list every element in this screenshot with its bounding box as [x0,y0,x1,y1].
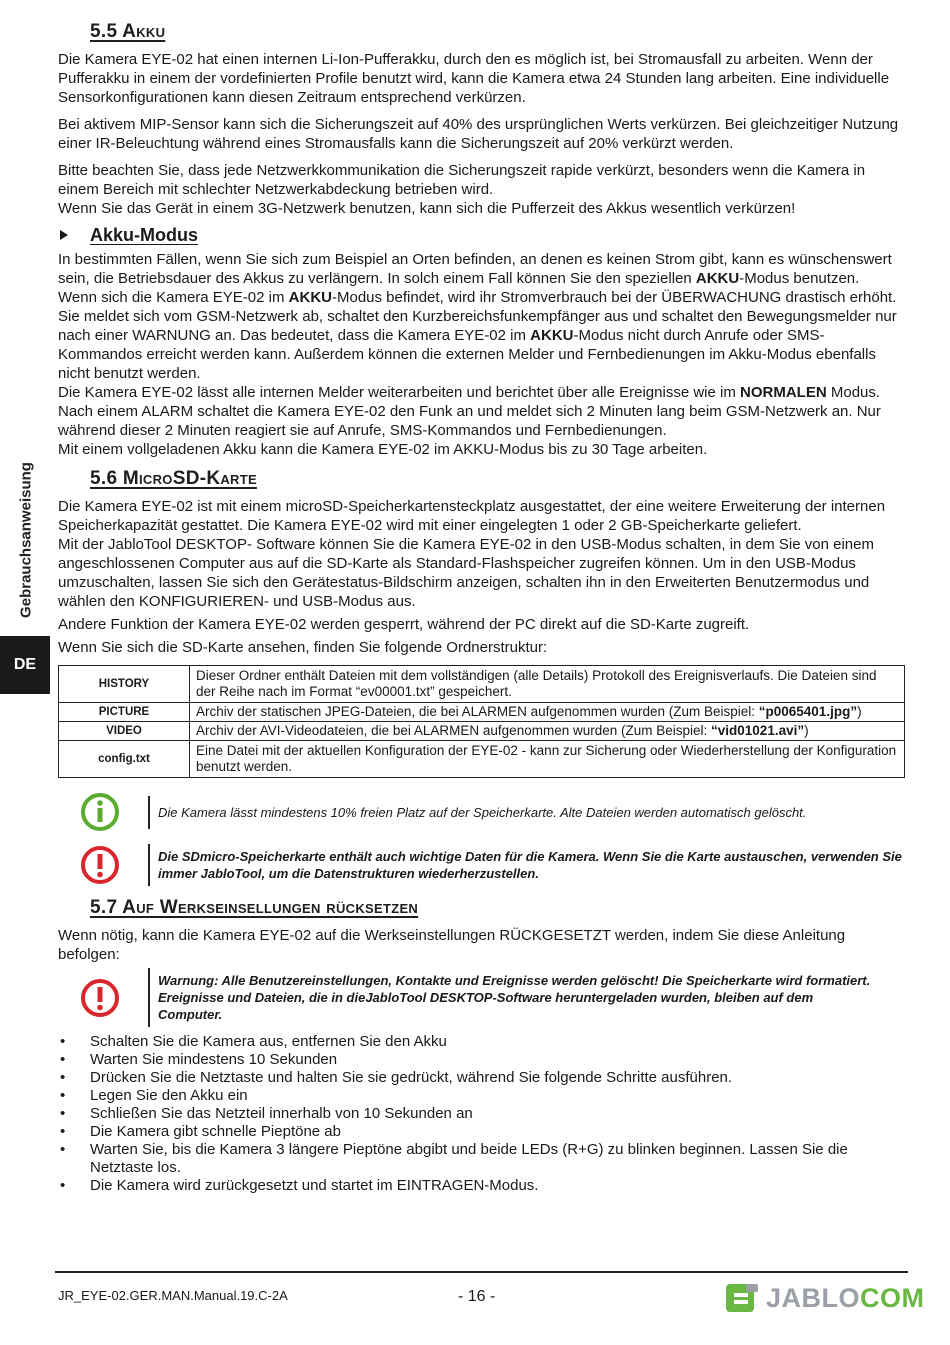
jablocom-logo-icon [724,1280,760,1316]
paragraph: Die Kamera EYE-02 lässt alle internen Melder weiterarbeiten und berichtet über alle Ereignisse wie im NORMALEN Modus. Nach einem ALARM schaltet die Kamera EYE-02 den Funk an und meldet sich 2 Minuten lang beim GSM-Netzwerk an. Nur während dieser 2 Minuten reagiert sie auf Anrufe, SMS-Kommandos und Fernbedienungen. [58,384,881,439]
subheading-akku-modus [58,224,905,246]
list-item: • Legen Sie den Akku ein [58,1087,905,1105]
paragraph: Wenn Sie das Gerät in einem 3G-Netzwerk benutzen, kann sich die Pufferzeit des Akkus wesentlich verkürzen! [58,200,796,217]
paragraph: Bitte beachten Sie, dass jede Netzwerkkommunikation die Sicherungszeit rapide verkürzt, besonders wenn die Kamera in einem Bereich mit schlechter Netzwerkabdeckung betrieben wird. [58,162,866,198]
warning-note [58,968,905,1027]
language-tab: DE [0,636,50,694]
logo-text: JABLOCOM [766,1282,925,1313]
warning-note-text: Die SDmicro-Speicherkarte enthält auch wichtige Daten für die Kamera. Wenn Sie die Karte austauschen, verwenden Sie immer JabloTool, um die Datenstrukturen wiederherzustellen. [148,844,905,886]
table-row [59,722,905,741]
list-item: • Schließen Sie das Netzteil innerhalb von 10 Sekunden an [58,1105,905,1123]
section-heading-akku: 5.5 Akku [90,21,166,42]
table-row [59,741,905,778]
table-row [59,703,905,722]
list-item: • Drücken Sie die Netztaste und halten Sie sie gedrückt, während Sie folgende Schritte ausführen. [58,1069,905,1087]
warning-icon [80,845,120,885]
folder-name: PICTURE [59,703,190,722]
folder-description: Archiv der statischen JPEG-Dateien, die bei ALARMEN aufgenommen wurden (Zum Beispiel: “p0065401.jpg”) [190,703,905,722]
info-icon [80,792,120,832]
info-note-text: Die Kamera lässt mindestens 10% freien Platz auf der Speicherkarte. Alte Dateien werden automatisch gelöscht. [148,796,806,829]
paragraph: In bestimmten Fällen, wenn Sie sich zum Beispiel an Orten befinden, an denen es keinen Strom gibt, kann es wünschenswert sein, die Betriebsdauer des Akkus zu verlängern. In solch einem Fall können Sie den speziellen AKKU-Modus benutzen. [58,251,892,287]
folder-structure-table [58,665,905,778]
folder-description: Archiv der AVI-Videodateien, die bei ALARMEN aufgenommen wurden (Zum Beispiel: “vid01021.avi”) [190,722,905,741]
paragraph: Bei aktivem MIP-Sensor kann sich die Sicherungszeit auf 40% des ursprünglichen Werts verkürzen. Bei gleichzeitiger Nutzung einer IR-Beleuchtung während eines Stromausfalls kann die Sicherungszeit auf 20% verkürzt werden. [58,116,899,152]
folder-name: config.txt [59,741,190,778]
jablocom-logo [724,1280,925,1316]
list-item: • Die Kamera gibt schnelle Pieptöne ab [58,1123,905,1141]
folder-description: Eine Datei mit der aktuellen Konfiguration der EYE-02 - kann zur Sicherung oder Wiederherstellung der Konfiguration benutzt werden. [190,741,905,778]
info-note [58,792,905,832]
list-item: • Schalten Sie die Kamera aus, entfernen Sie den Akku [58,1033,905,1051]
folder-name: HISTORY [59,666,190,703]
warning-icon [80,978,120,1018]
list-item: • Warten Sie, bis die Kamera 3 längere Pieptöne abgibt und beide LEDs (R+G) zu blinken beginnen. Lassen Sie die Netztaste los. [58,1141,905,1177]
sidebar-label-text: Gebrauchsanweisung [17,462,35,618]
reset-steps-list [58,1033,905,1195]
warning-note [58,844,905,886]
paragraph: Wenn Sie sich die SD-Karte ansehen, finden Sie folgende Ordnerstruktur: [58,639,548,656]
paragraph: Mit einem vollgeladenen Akku kann die Kamera EYE-02 im AKKU-Modus bis zu 30 Tage arbeiten. [58,441,708,458]
footer-divider [55,1271,908,1273]
folder-name: VIDEO [59,722,190,741]
triangle-bullet-icon [60,230,68,240]
section-heading-microsd: 5.6 MicroSD-Karte [90,468,257,489]
warning-note-text: Warnung: Alle Benutzereinstellungen, Kontakte und Ereignisse werden gelöscht! Die Speicherkarte wird formatiert. Ereignisse und Dateien, die in dieJabloTool DESKTOP-Software heruntergeladen wurden, bleiben auf dem Computer. [148,968,905,1027]
document-code: JR_EYE-02.GER.MAN.Manual.19.C-2A [58,1288,288,1303]
list-item: • Warten Sie mindestens 10 Sekunden [58,1051,905,1069]
paragraph: Die Kamera EYE-02 hat einen internen Li-Ion-Pufferakku, durch den es möglich ist, bei Stromausfall zu arbeiten. Wenn der Pufferakku in einem der vordefinierten Profile benutzt wird, kann die Kamera etwa 24 Stunden lang arbeiten. Eine individuelle Sensorkonfigurationen kann diesen Zeitraum entsprechend verkürzen. [58,51,890,106]
page-number: - 16 - [458,1288,496,1305]
list-item: • Die Kamera wird zurückgesetzt und startet im EINTRAGEN-Modus. [58,1177,905,1195]
paragraph: Andere Funktion der Kamera EYE-02 werden gesperrt, während der PC direkt auf die SD-Karte zugreift. [58,616,750,633]
paragraph: Wenn nötig, kann die Kamera EYE-02 auf die Werkseinstellungen RÜCKGESETZT werden, indem Sie diese Anleitung befolgen: [58,927,846,963]
paragraph: Wenn sich die Kamera EYE-02 im AKKU-Modus befindet, wird ihr Stromverbrauch bei der ÜBERWACHUNG drastisch erhöht. Sie meldet sich vom GSM-Netzwerk ab, schaltet den Kurzbereichsfunkempfänger aus und schaltet den Bewegungsmelder nur nach einer WARNUNG an. Das bedeutet, dass die Kamera EYE-02 im AKKU-Modus nicht durch Anrufe oder SMS-Kommandos erreicht werden kann. Außerdem können die externen Melder und Fernbedienungen im Akku-Modus ebenfalls nicht benutzt werden. [58,289,897,382]
paragraph: Mit der JabloTool DESKTOP- Software können Sie die Kamera EYE-02 in den USB-Modus schalten, in dem Sie von einem angeschlossenen Computer aus auf die SD-Karte als Standard-Flashspeicher zugreifen können. Um in den USB-Modus umzuschalten, lassen Sie sich den Gerätestatus-Bildschirm anzeigen, schalten ihn in den Erweiterten Benutzermodus und wählen den KONFIGURIEREN- und USB-Modus aus. [58,536,874,610]
section-heading-reset: 5.7 Auf Werkseinsellungen rücksetzen [90,897,419,918]
sidebar-label [0,450,52,630]
subheading-title: Akku-Modus [90,225,198,245]
document-page [58,18,905,1195]
folder-description: Dieser Ordner enthält Dateien mit dem vollständigen (alle Details) Protokoll des Ereignisverlaufs. Die Dateien sind der Reihe nach im Format “ev00001.txt” gespeichert. [190,666,905,703]
paragraph: Die Kamera EYE-02 ist mit einem microSD-Speicherkartensteckplatz ausgestattet, der eine weitere Erweiterung der internen Speicherkapazität gestattet. Die Kamera EYE-02 wird mit einer eingelegten 1 oder 2 GB-Speicherkarte geliefert. [58,498,886,534]
table-row [59,666,905,703]
